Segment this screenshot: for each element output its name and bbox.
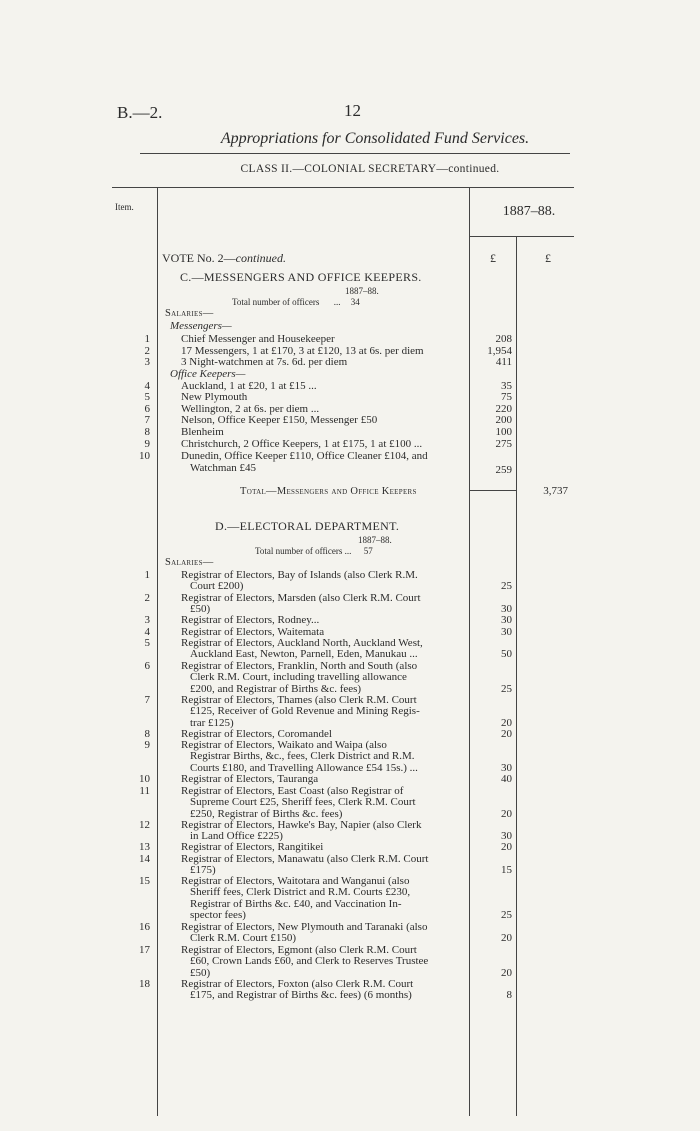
item-description: 17 Messengers, 1 at £170, 3 at £120, 13 at 6s. per diem (181, 345, 424, 357)
item-amount: 25 (501, 683, 512, 695)
item-description-continued: Registrar of Births &c. £40, and Vaccination In- (190, 898, 402, 910)
item-description: Registrar of Electors, Auckland North, Auckland West, (181, 637, 423, 649)
item-description-continued: £200, and Registrar of Births &c. fees) (190, 683, 362, 695)
item-description-continued: Registrar Births, &c., fees, Clerk District and R.M. (190, 750, 415, 762)
rule-table-top (112, 187, 574, 188)
class-title-text: CLASS II.—COLONIAL SECRETARY—continued. (240, 163, 500, 175)
item-description: Blenheim (181, 426, 224, 438)
item-number: 4 (144, 380, 150, 392)
item-amount: 30 (501, 603, 512, 615)
item-amount: 275 (495, 438, 512, 450)
item-description-continued: Auckland East, Newton, Parnell, Eden, Manukau ... (190, 648, 418, 660)
item-number: 6 (144, 403, 150, 415)
section-c-officers-count: 34 (350, 297, 360, 307)
item-description: Registrar of Electors, Hawke's Bay, Napier (also Clerk (181, 819, 422, 831)
item-number: 3 (144, 356, 150, 368)
item-description-continued: £175, and Registrar of Births &c. fees) (6 months) (190, 989, 412, 1001)
item-description: Registrar of Electors, Foxton (also Clerk R.M. Court (181, 978, 414, 990)
item-description: Dunedin, Office Keeper £110, Office Cleaner £104, and (181, 450, 428, 462)
item-description-continued: in Land Office £225) (190, 830, 283, 842)
vote-label: VOTE No. 2— (162, 251, 236, 265)
rule-subtotal (469, 490, 516, 491)
item-amount: 50 (501, 648, 512, 660)
item-amount: 200 (495, 414, 512, 426)
item-description: Registrar of Electors, East Coast (also Registrar of (181, 785, 404, 797)
year-column-header: 1887–88. (502, 204, 556, 219)
item-number: 8 (144, 728, 150, 740)
item-number: 4 (144, 626, 150, 638)
item-description: Registrar of Electors, Rangitikei (181, 841, 324, 853)
item-description: Registrar of Electors, Coromandel (181, 728, 332, 740)
item-description-continued: Clerk R.M. Court, including travelling allowance (190, 671, 407, 683)
item-description: Auckland, 1 at £20, 1 at £15 ... (181, 380, 317, 392)
item-amount: 30 (501, 614, 512, 626)
item-description: Registrar of Electors, Marsden (also Clerk R.M. Court (181, 592, 421, 604)
pound-sign-total: £ (545, 251, 551, 265)
item-description: Registrar of Electors, Bay of Islands (also Clerk R.M. (181, 569, 418, 581)
item-amount: 259 (495, 464, 512, 476)
item-amount: 30 (501, 830, 512, 842)
item-amount: 1,954 (487, 345, 512, 357)
item-description: Registrar of Electors, Waitemata (181, 626, 325, 638)
item-amount: 30 (501, 626, 512, 638)
section-c-officers-label: Total number of officers (232, 297, 320, 307)
item-description: Registrar of Electors, Manawatu (also Clerk R.M. Court (181, 853, 429, 865)
section-c-title: C.—MESSENGERS AND OFFICE KEEPERS. (180, 270, 422, 284)
item-description-continued: £250, Registrar of Births &c. fees) (190, 808, 343, 820)
section-d-title: D.—ELECTORAL DEPARTMENT. (215, 519, 400, 533)
item-number: 11 (139, 785, 150, 797)
item-description: Registrar of Electors, Waitotara and Wanganui (also (181, 875, 410, 887)
item-description: Registrar of Electors, Franklin, North and South (also (181, 660, 418, 672)
page-reference: B.—2. (117, 103, 163, 122)
section-d-salaries: Salaries— (165, 557, 214, 568)
vote-heading (162, 251, 286, 266)
item-description-continued: Supreme Court £25, Sheriff fees, Clerk R.M. Court (190, 796, 416, 808)
item-amount: 20 (501, 808, 512, 820)
item-number: 8 (144, 426, 150, 438)
vote-continued: continued. (235, 251, 286, 265)
item-description: Wellington, 2 at 6s. per diem ... (181, 403, 320, 415)
item-description-continued: £175) (190, 864, 216, 876)
item-column-header: Item. (115, 202, 134, 212)
item-amount: 20 (501, 728, 512, 740)
item-amount: 15 (501, 864, 512, 876)
item-number: 5 (144, 391, 150, 403)
item-number: 9 (144, 438, 150, 450)
item-number: 15 (139, 875, 150, 887)
section-c-office-keepers: Office Keepers— (170, 368, 246, 380)
section-d-officers (255, 546, 373, 556)
item-description: Registrar of Electors, Rodney... (181, 614, 320, 626)
item-number: 1 (144, 333, 150, 345)
item-number: 10 (139, 773, 150, 785)
rule-year-bottom (469, 236, 574, 237)
item-number: 14 (139, 853, 150, 865)
item-amount: 220 (495, 403, 512, 415)
item-amount: 411 (495, 356, 512, 368)
pound-sign-amount: £ (490, 251, 496, 265)
rule-item-column (157, 188, 158, 1116)
item-number: 5 (144, 637, 150, 649)
section-c-total-value: 3,737 (543, 485, 568, 497)
rule-top (140, 153, 570, 154)
item-number: 16 (139, 921, 150, 933)
item-description-continued: spector fees) (190, 909, 246, 921)
section-c-officers-dots: ... (333, 297, 341, 307)
item-description-continued: Court £200) (190, 580, 244, 592)
item-description-continued: Courts £180, and Travelling Allowance £54 15s.) ... (190, 762, 418, 774)
item-description: Registrar of Electors, New Plymouth and Taranaki (also (181, 921, 428, 933)
item-description-continued: trar £125) (190, 717, 234, 729)
item-number: 12 (139, 819, 150, 831)
item-description-continued: £50) (190, 603, 211, 615)
item-number: 2 (144, 345, 150, 357)
item-amount: 20 (501, 841, 512, 853)
item-number: 13 (139, 841, 150, 853)
section-c-year: 1887–88. (345, 286, 379, 296)
item-description: Christchurch, 2 Office Keepers, 1 at £175, 1 at £100 ... (181, 438, 423, 450)
item-description: Registrar of Electors, Waikato and Waipa (also (181, 739, 387, 751)
section-d-year: 1887–88. (358, 535, 392, 545)
item-description: Registrar of Electors, Tauranga (181, 773, 319, 785)
item-amount: 40 (501, 773, 512, 785)
item-amount: 75 (501, 391, 512, 403)
item-amount: 100 (495, 426, 512, 438)
page-number: 12 (344, 101, 361, 120)
class-title (0, 163, 700, 175)
page-title: Appropriations for Consolidated Fund Services. (220, 130, 530, 147)
item-description-continued: £50) (190, 967, 211, 979)
item-amount: 208 (495, 333, 512, 345)
section-c-officers (232, 297, 360, 307)
item-description: Chief Messenger and Housekeeper (181, 333, 335, 345)
item-amount: 25 (501, 580, 512, 592)
item-number: 1 (144, 569, 150, 581)
section-c-total-label: Total—Messengers and Office Keepers (240, 486, 417, 497)
item-amount: 35 (501, 380, 512, 392)
item-description: New Plymouth (181, 391, 248, 403)
item-number: 7 (144, 414, 150, 426)
item-description-continued: Clerk R.M. Court £150) (190, 932, 297, 944)
item-amount: 20 (501, 717, 512, 729)
item-number: 18 (139, 978, 150, 990)
item-description-continued: Watchman £45 (190, 462, 257, 474)
section-c-messengers: Messengers— (170, 320, 232, 332)
item-description: Registrar of Electors, Thames (also Clerk R.M. Court (181, 694, 417, 706)
item-number: 9 (144, 739, 150, 751)
item-description: 3 Night-watchmen at 7s. 6d. per diem (181, 356, 348, 368)
item-description: Nelson, Office Keeper £150, Messenger £50 (181, 414, 378, 426)
section-c-salaries: Salaries— (165, 308, 214, 319)
item-description-continued: Sheriff fees, Clerk District and R.M. Courts £230, (190, 886, 411, 898)
item-description-continued: £60, Crown Lands £60, and Clerk to Reserves Trustee (190, 955, 429, 967)
item-number: 2 (144, 592, 150, 604)
item-description: Registrar of Electors, Egmont (also Clerk R.M. Court (181, 944, 417, 956)
item-number: 6 (144, 660, 150, 672)
item-number: 7 (144, 694, 150, 706)
item-amount: 30 (501, 762, 512, 774)
item-amount: 20 (501, 967, 512, 979)
item-amount: 8 (506, 989, 512, 1001)
item-number: 3 (144, 614, 150, 626)
item-amount: 20 (501, 932, 512, 944)
item-number: 10 (139, 450, 150, 462)
rule-total-column (516, 236, 517, 1116)
item-number: 17 (139, 944, 150, 956)
item-description-continued: £125, Receiver of Gold Revenue and Mining Regis- (190, 705, 420, 717)
item-amount: 25 (501, 909, 512, 921)
section-d-officers-count: 57 (363, 546, 373, 556)
section-d-officers-label: Total number of officers ... (255, 546, 352, 556)
